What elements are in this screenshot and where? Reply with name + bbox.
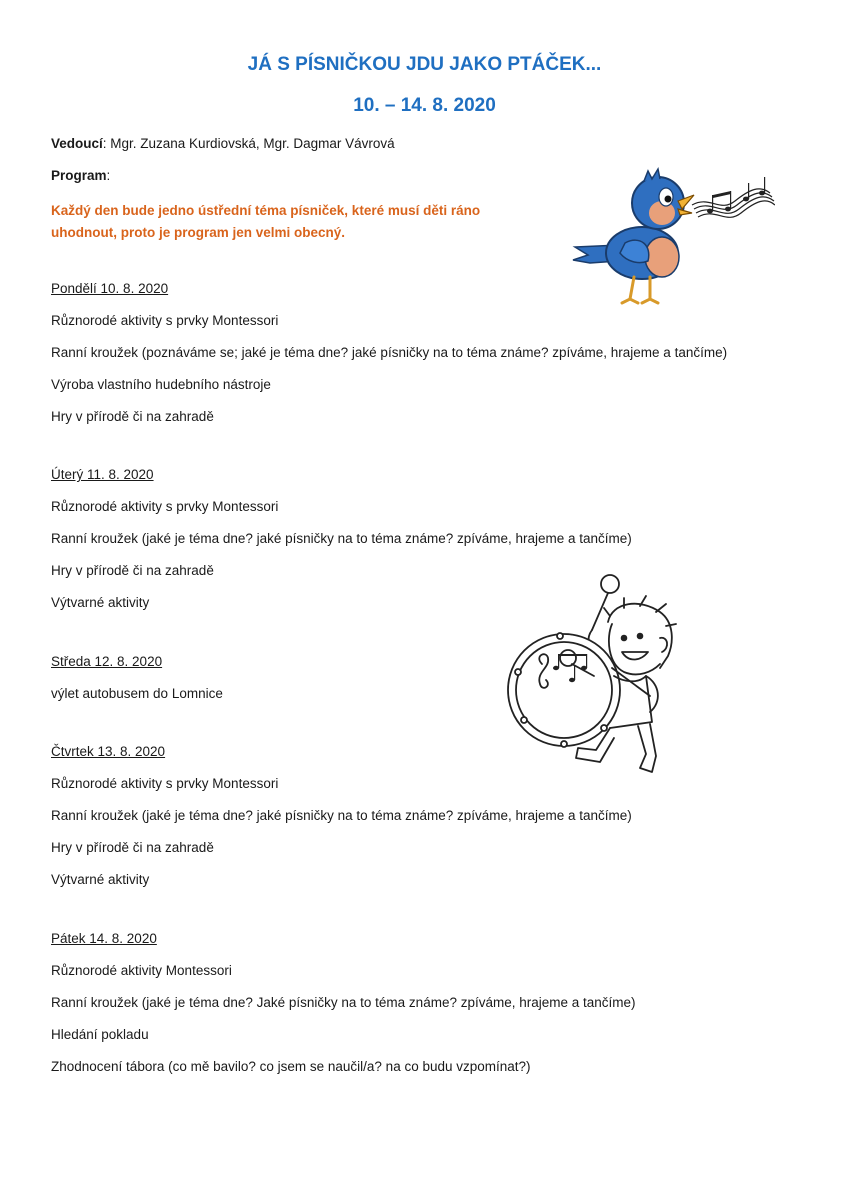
list-item: Hry v přírodě či na zahradě xyxy=(51,409,214,424)
leaders-label: Vedoucí xyxy=(51,136,103,151)
day-heading: Čtvrtek 13. 8. 2020 xyxy=(51,744,166,759)
list-item: Různorodé aktivity Montessori xyxy=(51,963,232,978)
program-suffix: : xyxy=(106,168,111,183)
day-heading: Pátek 14. 8. 2020 xyxy=(51,931,157,946)
day-section-friday xyxy=(51,929,636,1089)
list-item: Ranní kroužek (jaké je téma dne? Jaké písničky na to téma známe? zpíváme, hrajeme a tančíme) xyxy=(51,995,636,1010)
program-intro: Každý den bude jedno ústřední téma písniček, které musí děti ráno uhodnout, proto je program jen velmi obecný. xyxy=(51,203,481,240)
day-heading: Středa 12. 8. 2020 xyxy=(51,654,163,669)
list-item: Hledání pokladu xyxy=(51,1027,149,1042)
list-item: Různorodé aktivity s prvky Montessori xyxy=(51,313,279,328)
list-item: Ranní kroužek (jaké je téma dne? jaké písničky na to téma známe? zpíváme, hrajeme a tančíme) xyxy=(51,808,632,823)
list-item: Výtvarné aktivity xyxy=(51,872,150,887)
day-heading: Úterý 11. 8. 2020 xyxy=(51,467,154,482)
list-item: Výtvarné aktivity xyxy=(51,595,150,610)
program-label: Program xyxy=(51,168,107,183)
program-line xyxy=(51,168,110,183)
list-item: Zhodnocení tábora (co mě bavilo? co jsem se naučil/a? na co budu vzpomínat?) xyxy=(51,1059,531,1074)
day-heading: Pondělí 10. 8. 2020 xyxy=(51,281,169,296)
page-title: JÁ S PÍSNIČKOU JDU JAKO PTÁČEK... xyxy=(247,54,602,75)
list-item: Ranní kroužek (jaké je téma dne? jaké písničky na to téma známe? zpíváme, hrajeme a tančíme) xyxy=(51,531,632,546)
drummer-boy-icon xyxy=(500,572,680,777)
list-item: Výroba vlastního hudebního nástroje xyxy=(51,377,271,392)
list-item: Různorodé aktivity s prvky Montessori xyxy=(51,499,279,514)
page-dates: 10. – 14. 8. 2020 xyxy=(353,95,496,116)
day-section-wednesday xyxy=(51,652,223,716)
list-item: Různorodé aktivity s prvky Montessori xyxy=(51,776,279,791)
list-item: Ranní kroužek (poznáváme se; jaké je téma dne? jaké písničky na to téma známe? zpíváme, hrajeme a tančíme) xyxy=(51,345,728,360)
leaders-line xyxy=(51,136,395,151)
leaders-value: : Mgr. Zuzana Kurdiovská, Mgr. Dagmar Vávrová xyxy=(102,136,395,151)
list-item: Hry v přírodě či na zahradě xyxy=(51,840,214,855)
list-item: Hry v přírodě či na zahradě xyxy=(51,563,214,578)
list-item: výlet autobusem do Lomnice xyxy=(51,686,223,701)
singing-bird-icon xyxy=(570,165,775,315)
